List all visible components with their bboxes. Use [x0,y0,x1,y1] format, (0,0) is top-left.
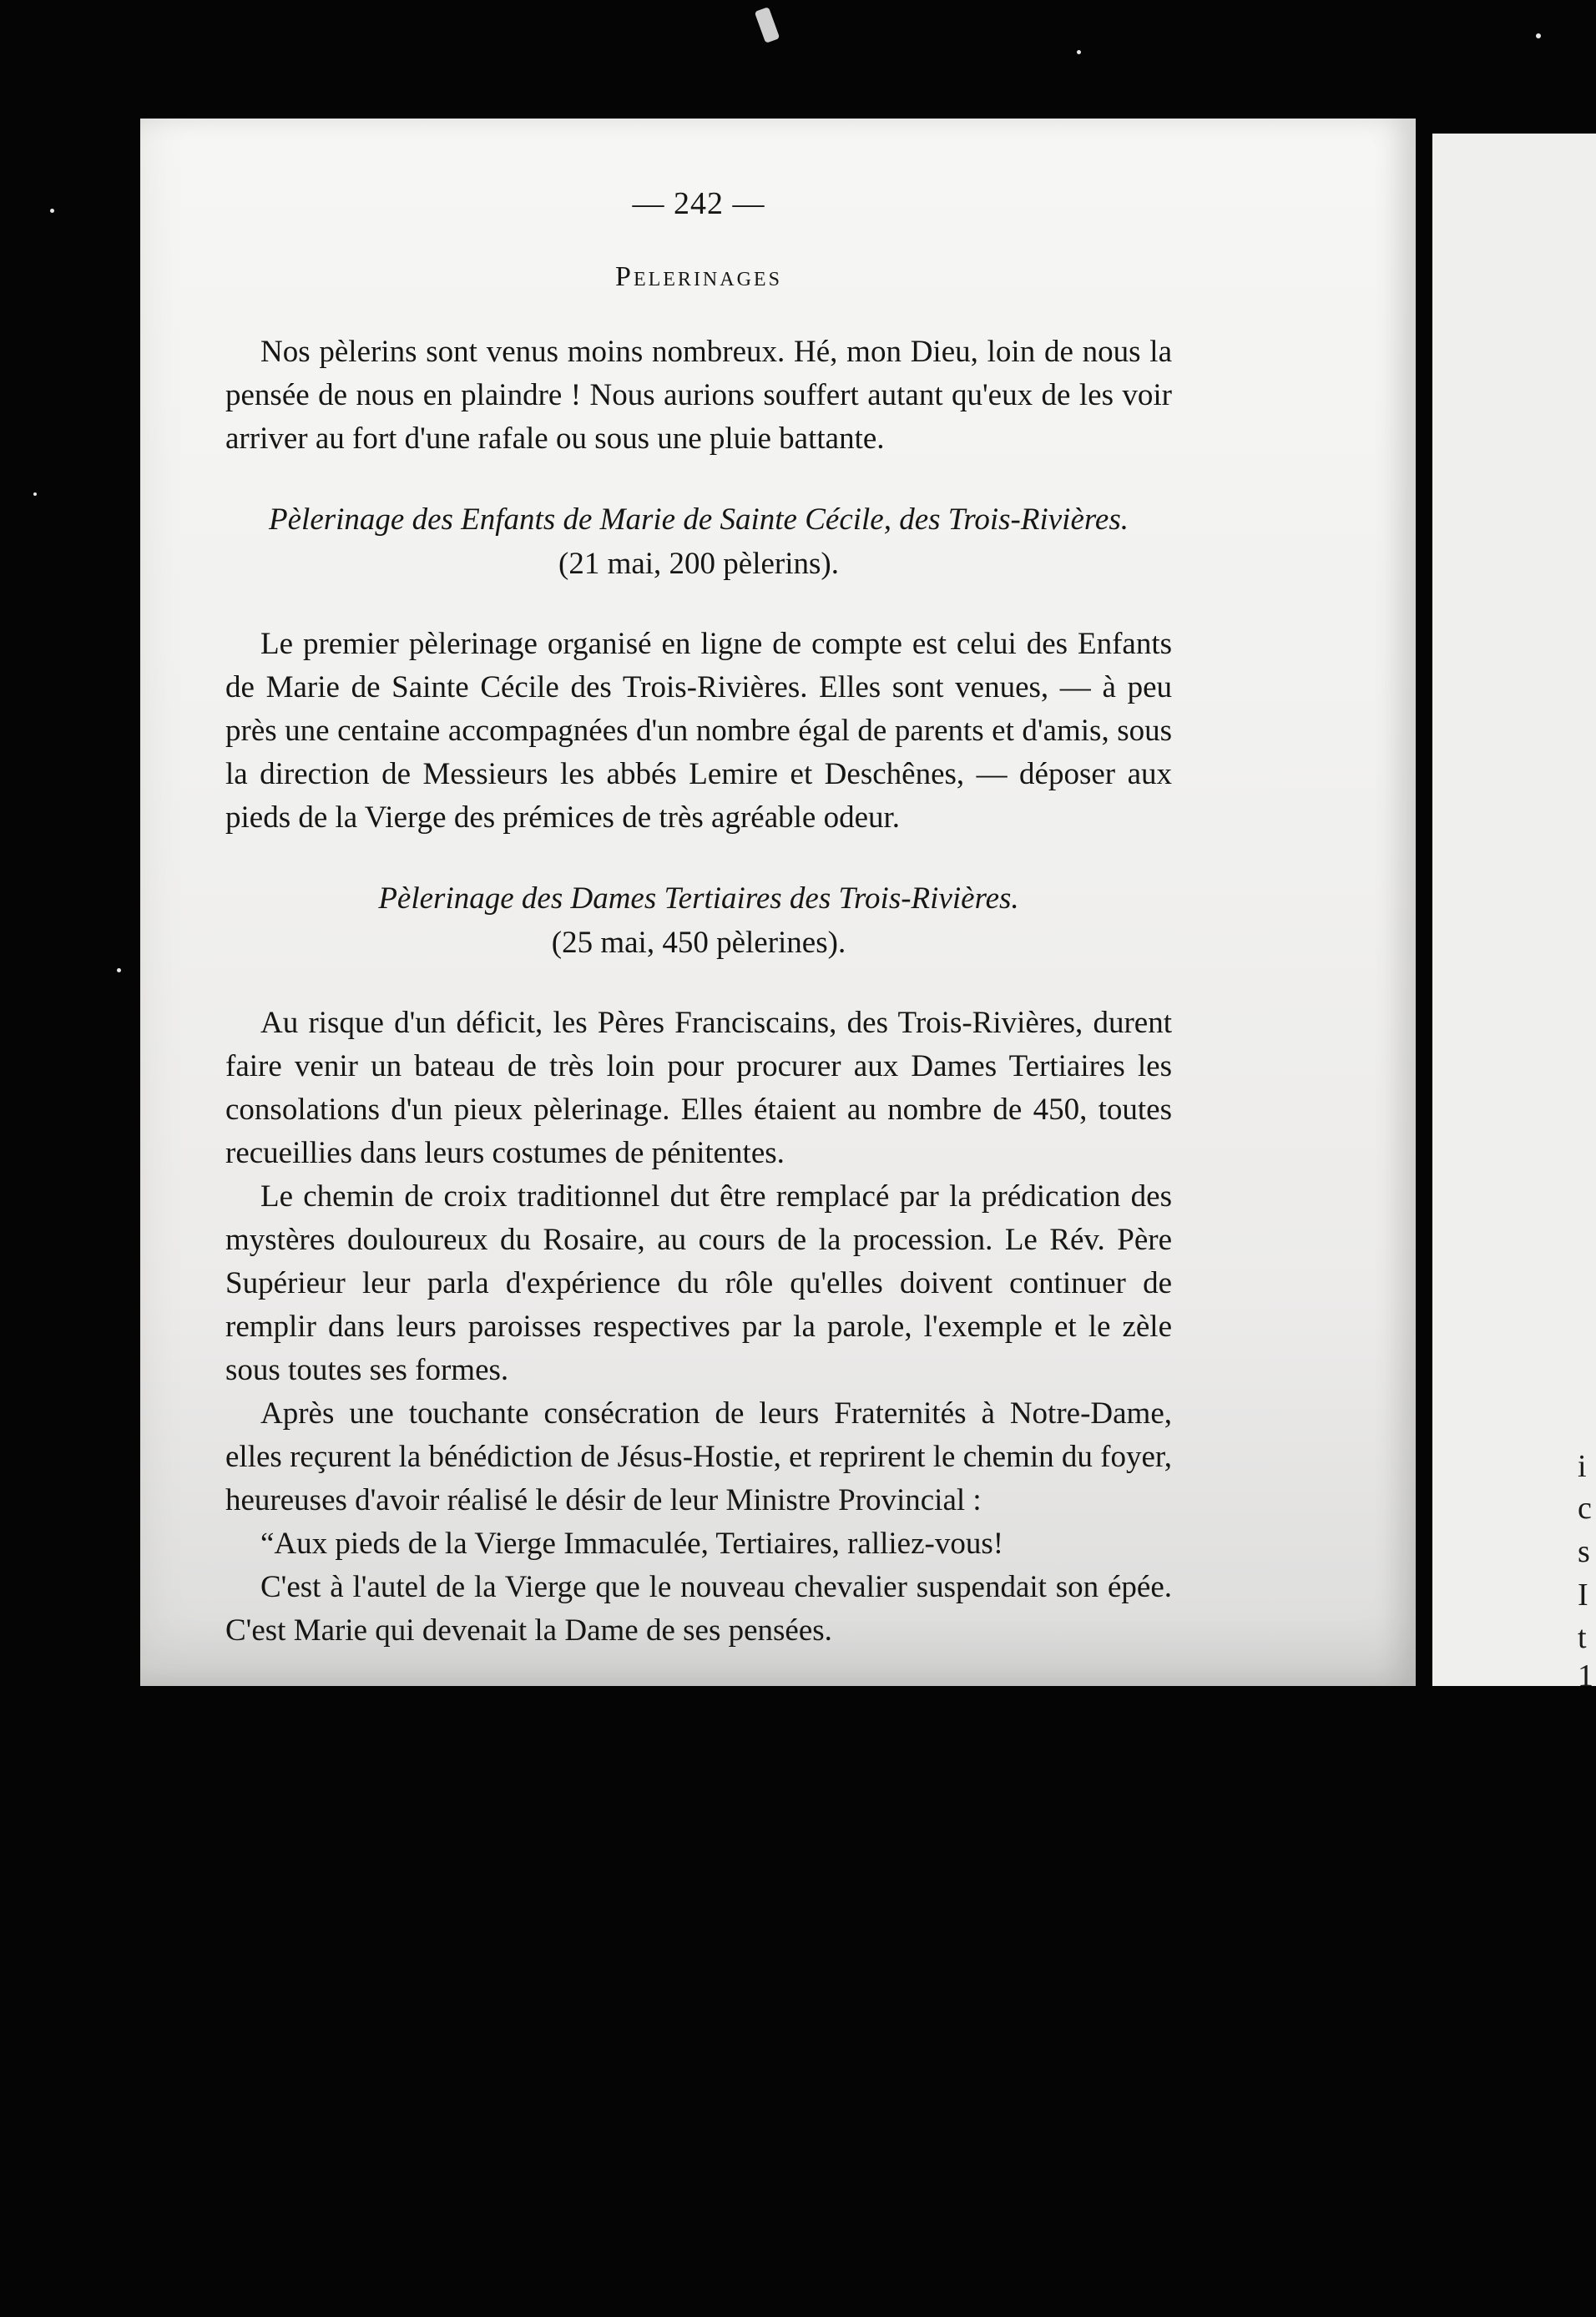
adjacent-page-fragment: 1 [1578,1658,1593,1686]
page-number: — 242 — [632,186,765,221]
quotation-paragraph-2: C'est à l'autel de la Vierge que le nouveau chevalier suspendait son épée. C'est Marie qui devenait la Dame de ses pensées. [225,1570,1172,1648]
tertiaires-paragraph-3: Après une touchante consécration de leurs Fraternités à Notre-Dame, elles reçurent la bénédiction de Jésus-Hostie, et reprirent le chemin du foyer, heureuses d'avoir réalisé le désir de leur Ministre Provincial : [225,1396,1172,1517]
pilgrimage-heading-2-date: (25 mai, 450 pèlerines). [551,926,846,960]
pilgrimage-heading-2-title: Pèlerinage des Dames Tertiaires des Trois-Rivières. [378,881,1019,916]
dust-speck [755,7,780,43]
tertiaires-paragraph-1: Au risque d'un déficit, les Pères Franciscains, des Trois-Rivières, durent faire venir un bateau de très loin pour procurer aux Dames Tertiaires les consolations d'un pieux pèlerinage. Elles étaient au nombre de 450, toutes recueillies dans leurs costumes de pénitentes. [225,1006,1172,1170]
dust-speck [33,492,37,496]
adjacent-page-fragment: I [1578,1577,1588,1613]
dust-speck [1077,50,1081,54]
dust-speck [1536,33,1541,38]
section-title: Pelerinages [615,261,782,292]
adjacent-page-fragment: i [1578,1449,1587,1484]
quotation-paragraph-1: “Aux pieds de la Vierge Immaculée, Tertiaires, ralliez-vous! [260,1527,1004,1561]
tertiaires-paragraph-2: Le chemin de croix traditionnel dut être remplacé par la prédication des mystères douloureux du Rosaire, au cours de la procession. Le Rév. Père Supérieur leur parla d'expérience du rôle qu'elles doivent continuer de remplir dans leurs paroisses respectives par la parole, l'exemple et le zèle sous toutes ses formes. [225,1179,1172,1387]
adjacent-page-edge [1432,134,1596,1686]
book-page [140,119,1416,1686]
adjacent-page-fragment: c [1578,1491,1592,1526]
pilgrimage-heading-2 [225,876,1172,965]
intro-paragraph: Nos pèlerins sont venus moins nombreux. Hé, mon Dieu, loin de nous la pensée de nous en plaindre ! Nous aurions souffert autant qu'eux de les voir arriver au fort d'une rafale ou sous une pluie battante. [225,335,1172,456]
dust-speck [117,968,121,972]
adjacent-page-fragment: t [1578,1620,1587,1655]
enfants-de-marie-paragraph: Le premier pèlerinage organisé en ligne de compte est celui des Enfants de Marie de Sainte Cécile des Trois-Rivières. Elles sont venues, — à peu près une centaine accompagnées d'un nombre égal de parents et d'amis, sous la direction de Messieurs les abbés Lemire et Deschênes, — déposer aux pieds de la Vierge des prémices de très agréable odeur. [225,627,1172,835]
adjacent-page-fragment: s [1578,1534,1590,1569]
page-text [225,182,1172,1653]
pilgrimage-heading-1-date: (21 mai, 200 pèlerins). [558,547,839,581]
pilgrimage-heading-1-title: Pèlerinage des Enfants de Marie de Sainte Cécile, des Trois-Rivières. [269,502,1129,537]
dust-speck [50,209,54,213]
pilgrimage-heading-1 [225,497,1172,586]
